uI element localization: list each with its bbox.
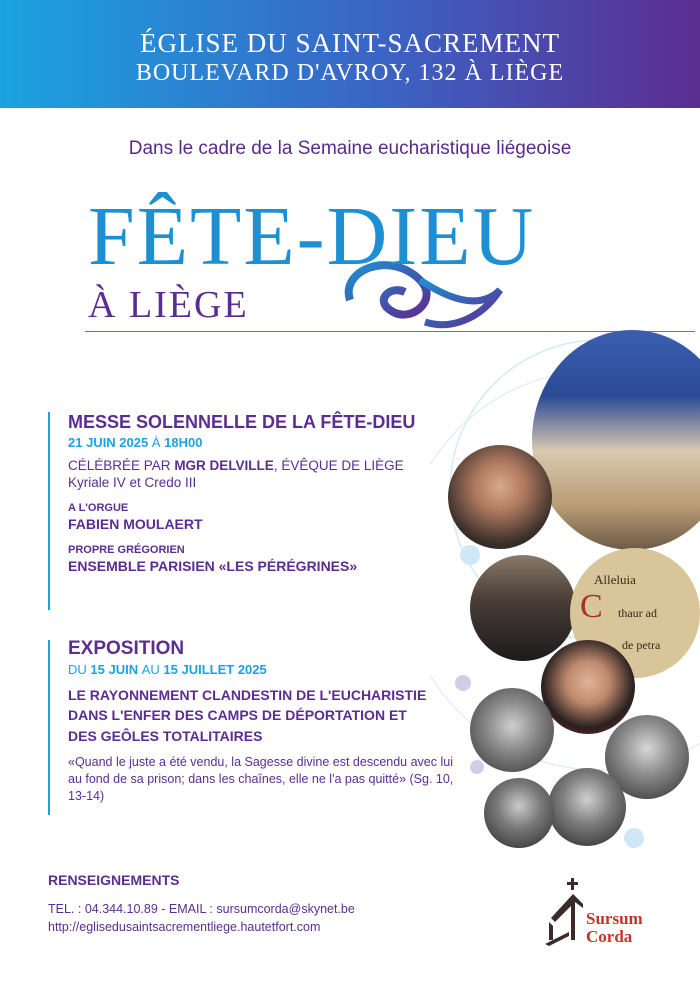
logo-text [586, 910, 643, 946]
ensemble-name: ENSEMBLE PARISIEN «LES PÉRÉGRINES» [68, 558, 358, 574]
organist-name: FABIEN MOULAERT [68, 516, 203, 532]
manuscript-word-1: Alleluia [594, 572, 636, 587]
celebrant-line [68, 458, 468, 473]
mass-date-time: 18H00 [164, 435, 203, 450]
expo-dates [68, 662, 458, 677]
bishop-photo [448, 445, 552, 549]
expo-subject [68, 685, 458, 746]
header-banner [0, 0, 700, 108]
celebrant-name: MGR DELVILLE [174, 458, 274, 473]
expo-title: EXPOSITION [68, 638, 185, 659]
expo-line1: LE RAYONNEMENT CLANDESTIN DE L'EUCHARISTIE [68, 687, 427, 703]
mass-date-day: 21 JUIN 2025 [68, 435, 149, 450]
title-a-liege: À LIÈGE [88, 284, 249, 326]
expo-from: 15 JUIN [90, 662, 139, 677]
sculpture-photo [470, 688, 554, 772]
kyriale-line: Kyriale IV et Credo III [68, 475, 197, 490]
info-contact[interactable]: TEL. : 04.344.10.89 - EMAIL : sursumcorda@skynet.be [48, 902, 355, 916]
cardinal-photo [541, 640, 635, 734]
expo-to: 15 JUILLET 2025 [163, 662, 267, 677]
exposition-section [68, 638, 458, 805]
logo-line1: Sursum [586, 909, 643, 928]
mass-date [68, 435, 468, 450]
manuscript-word-2: thaur ad [618, 606, 657, 620]
celebrant-role: , ÉVÊQUE DE LIÈGE [273, 458, 404, 473]
celebrated-prefix: CÉLÉBRÉE PAR [68, 458, 171, 473]
title-fete-dieu: FÊTE-DIEU [88, 190, 536, 283]
bubble-1 [460, 545, 480, 565]
expo-block-bar [48, 640, 50, 815]
mass-date-at: À [151, 435, 161, 450]
logo-line2: Corda [586, 926, 633, 946]
proper-label: PROPRE GRÉGORIEN [68, 544, 185, 556]
expo-au: AU [141, 662, 160, 677]
church-address: BOULEVARD D'AVROY, 132 À LIÈGE [135, 60, 565, 86]
expo-line2: DANS L'ENFER DES CAMPS DE DÉPORTATION ET [68, 707, 407, 724]
mass-title: MESSE SOLENNELLE DE LA FÊTE-DIEU [68, 412, 416, 432]
bubble-2 [455, 675, 471, 691]
illuminated-letter: C [580, 588, 603, 625]
info-section [48, 872, 355, 938]
manuscript-word-3: de petra [622, 638, 661, 652]
mass-section [68, 412, 468, 574]
organ-label: A L'ORGUE [68, 502, 129, 514]
expo-line3: DES GEÔLES TOTALITAIRES [68, 727, 263, 744]
bubble-3 [624, 828, 644, 848]
mass-block-bar [48, 412, 50, 610]
info-website-link[interactable]: http://eglisedusaintsacrementliege.hautetfort.com [48, 920, 321, 934]
man-portrait-photo-1 [548, 768, 626, 846]
bubble-4 [470, 760, 484, 774]
event-context: Dans le cadre de la Semaine eucharistique liégeoise [128, 138, 572, 159]
info-title: RENSEIGNEMENTS [48, 872, 180, 888]
expo-quote: «Quand le juste a été vendu, la Sagesse divine est descendu avec lui au fond de sa prison; dans les chaînes, elle ne l'a pas quitté» (Sg. 10, 13-14) [68, 754, 454, 803]
sursum-corda-church-icon [545, 878, 585, 948]
church-name: ÉGLISE DU SAINT-SACREMENT [139, 28, 560, 58]
man-portrait-photo-2 [484, 778, 554, 848]
expo-du: DU [68, 662, 87, 677]
ensemble-photo [470, 555, 576, 661]
